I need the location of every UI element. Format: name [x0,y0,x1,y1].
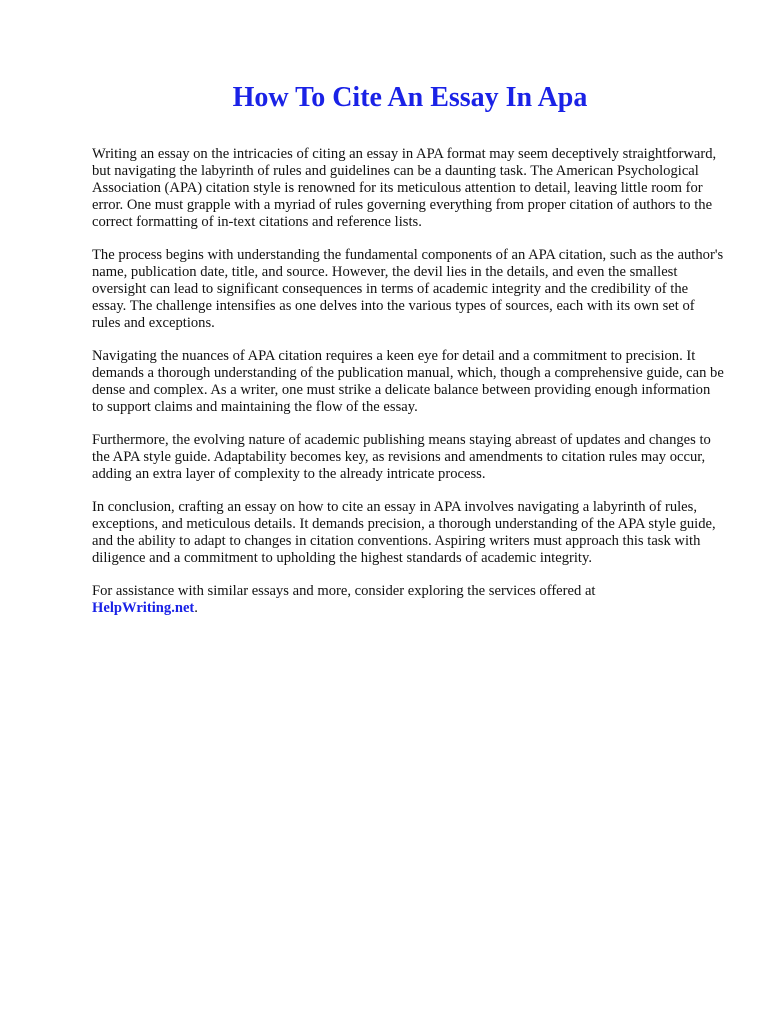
paragraph-2: The process begins with understanding the fundamental components of an APA citation, such as the author's name, publication date, title, and source. However, the devil lies in the details, and even the smallest oversight can lead to significant consequences in terms of academic integrity and the credibility of the essay. The challenge intensifies as one delves into the various types of sources, each with its own set of rules and exceptions. [92,247,724,331]
closing-suffix: . [194,600,198,616]
closing-text: For assistance with similar essays and more, consider exploring the services offered at [92,583,596,599]
paragraph-3: Navigating the nuances of APA citation requires a keen eye for detail and a commitment to precision. It demands a thorough understanding of the publication manual, which, though a comprehensive guide, can be dense and complex. As a writer, one must strike a delicate balance between providing enough information to support claims and maintaining the flow of the essay. [92,348,724,415]
page-title: How To Cite An Essay In Apa [232,82,588,113]
helpwriting-link[interactable]: HelpWriting.net [92,600,195,616]
closing-paragraph [92,583,724,617]
paragraph-5: In conclusion, crafting an essay on how to cite an essay in APA involves navigating a labyrinth of rules, exceptions, and meticulous details. It demands precision, a thorough understanding of the APA style guide, and the ability to adapt to changes in citation conventions. Aspiring writers must approach this task with diligence and a commitment to upholding the highest standards of academic integrity. [92,499,716,566]
essay-body [92,146,724,633]
paragraph-4: Furthermore, the evolving nature of academic publishing means staying abreast of updates and changes to the APA style guide. Adaptability becomes key, as revisions and amendments to citation rules may occur, adding an extra layer of complexity to the already intricate process. [92,432,711,482]
paragraph-1: Writing an essay on the intricacies of citing an essay in APA format may seem deceptively straightforward, but navigating the labyrinth of rules and guidelines can be a daunting task. The American Psychological Association (APA) citation style is renowned for its meticulous attention to detail, leaving little room for error. One must grapple with a myriad of rules governing everything from proper citation of authors to the correct formatting of in-text citations and reference lists. [92,146,717,230]
